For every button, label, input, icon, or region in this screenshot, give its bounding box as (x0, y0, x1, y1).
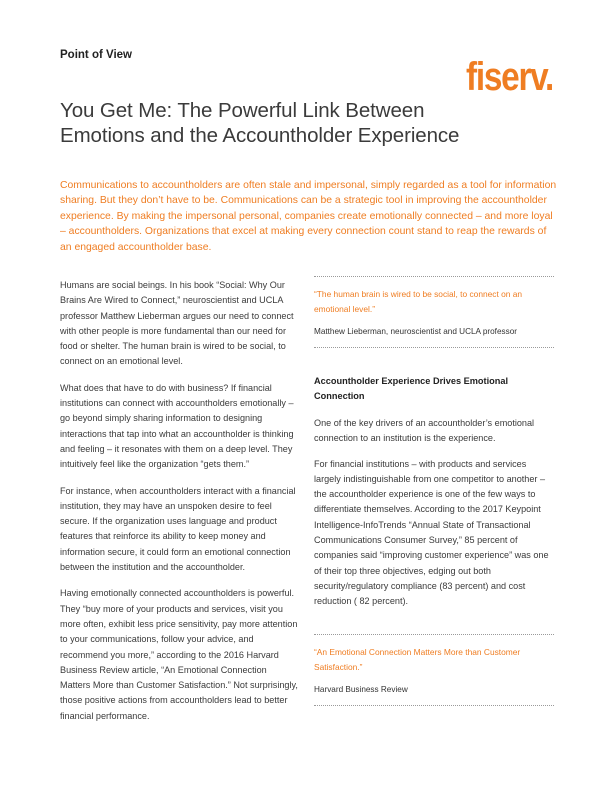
body-paragraph: Having emotionally connected accountholders is powerful. They “buy more of your products and services, visit you more often, exhibit less price sensitivity, pay more attention to your communications, follow your advice, and recommend you more,” according to the 2016 Harvard Business Review article, “An Emotional Connection Matters More than Customer Satisfaction.” Not surprisingly, those positive actions from accountholders lead to better financial performance. (60, 588, 298, 721)
document-type-label: Point of View (60, 49, 132, 61)
body-paragraph: Humans are social beings. In his book “Social: Why Our Brains Are Wired to Connect,” neuroscientist and UCLA professor Matthew Lieberman argues our need to connect with other people is more fundamental than our need for food or shelter. The human brain is wired to be social, to connect on an emotional level. (60, 280, 294, 367)
right-column (314, 276, 554, 706)
intro-paragraph: Communications to accountholders are often stale and impersonal, simply regarded as a tool for information sharing. But they don’t have to be. Communications can be a strategic tool in improving the accountholder experience. By making the impersonal personal, companies create emotionally connected – and more loyal – accountholders. Organizations that excel at making every connection count stand to reap the rewards of an engaged accountholder base. (60, 180, 557, 253)
pullquote-attribution: Harvard Business Review (314, 684, 408, 694)
pullquote-attribution: Matthew Lieberman, neuroscientist and UCLA professor (314, 327, 517, 336)
page-title: You Get Me: The Powerful Link Between Emotions and the Accountholder Experience (60, 99, 460, 147)
pullquote-text: “An Emotional Connection Matters More than Customer Satisfaction.” (314, 646, 521, 672)
body-paragraph: What does that have to do with business? If financial institutions can connect with accountholders emotionally – go beyond simply sharing information to designing interactions that tap into what an accountholder is thinking and feeling – it resonates with them on a deep level. They intuitively feel like the organization “gets them.” (60, 382, 294, 470)
fiserv-logo (466, 52, 554, 102)
pullquote-divider (314, 634, 554, 635)
pullquote-divider (314, 276, 554, 277)
section-heading: Accountholder Experience Drives Emotional Connection (314, 376, 509, 401)
pullquote-divider (314, 347, 554, 348)
body-paragraph: For financial institutions – with products and services largely indistinguishable from one competitor to another – the accountholder experience is one of the few ways to differentiate themselves. According to the 2017 Keypoint Intelligence-InfoTrends “Annual State of Transactional Communications Consumer Survey,” 85 percent of companies said “improving customer experience” was one of their top three objectives, edging out both security/regulatory compliance (83 percent) and cost reduction ( 82 percent). (314, 458, 549, 607)
fiserv-logo-wordmark: fiserv. (466, 55, 553, 99)
body-paragraph: For instance, when accountholders interact with a financial institution, they may have an unspoken desire to feel secure. If the organization uses language and product features that reinforce its ability to keep money and information secure, it could form an emotional connection between the institution and the accountholder. (60, 485, 296, 573)
body-paragraph: One of the key drivers of an accountholder’s emotional connection to an institution is the experience. (314, 418, 535, 444)
left-column (60, 278, 298, 735)
pullquote-divider (314, 705, 554, 706)
pullquote-text: “The human brain is wired to be social, to connect on an emotional level.” (314, 289, 523, 314)
